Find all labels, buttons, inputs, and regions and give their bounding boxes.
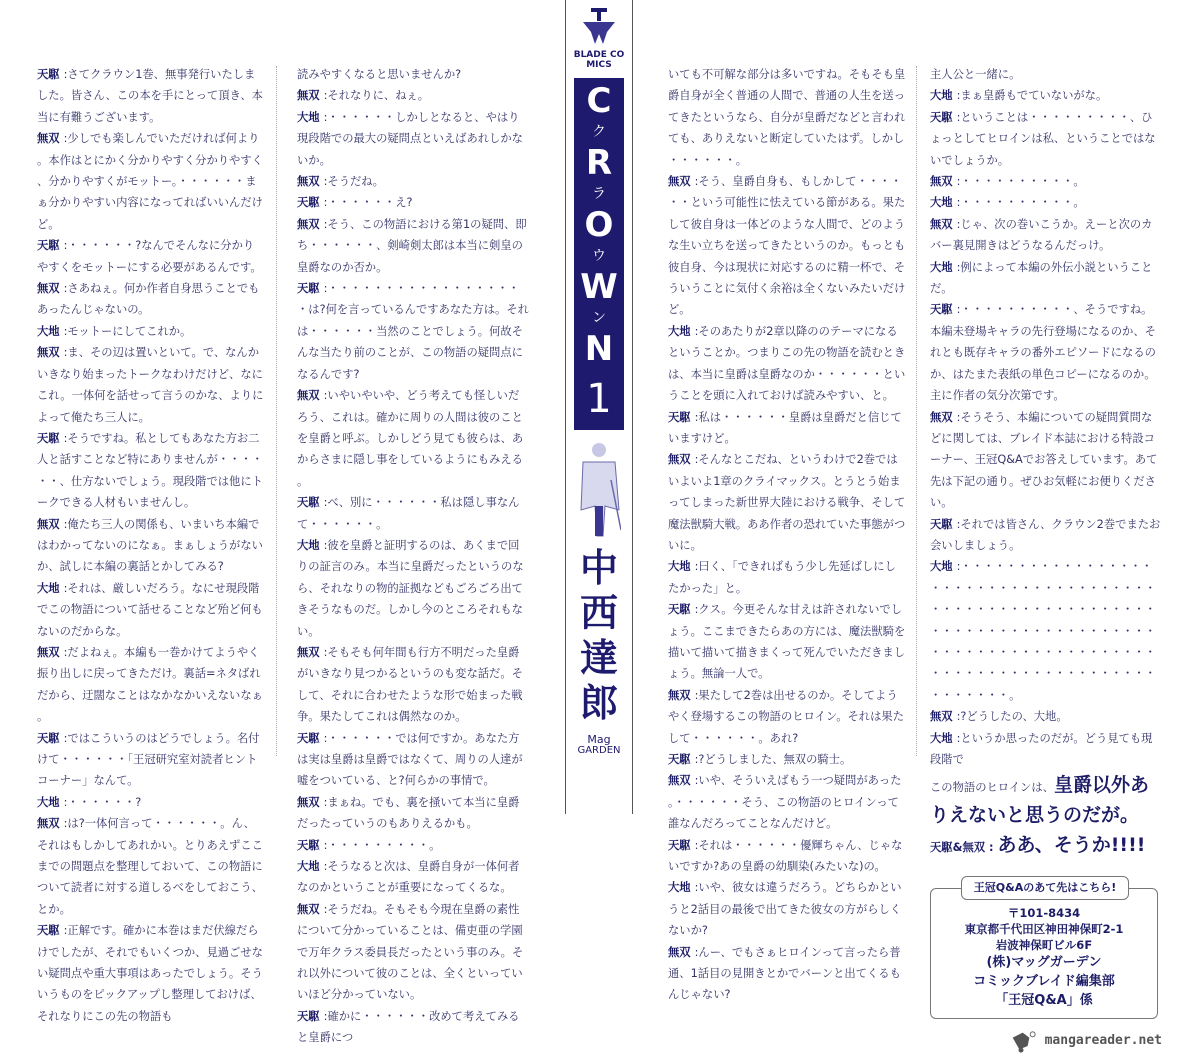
dialogue-line bbox=[668, 877, 906, 941]
dialogue-text: :・・・・・・では何ですか。あなた方は実は皇爵は皇爵ではなくて、周りの人達が嘘をついている、と?何らかの事情で。 bbox=[297, 731, 523, 788]
speaker-name: 無双 bbox=[297, 389, 320, 403]
speaker-name: 天駆 bbox=[37, 731, 60, 745]
dialogue-text: :・・・・・・・・・・・・・・・・・・・・・・・・・・・・・・・・・・・・・・・・・・・・・・・・・・・・・・・・・・・・・・・・・・・・・・・・・・・・・・・・・・・・・・・・・・・・・・・・・・・・・・・・・・・・・・・・・・・・・・・・・・・・。 bbox=[930, 560, 1156, 702]
dialogue-line bbox=[297, 107, 529, 171]
dialogue-text: :そうだね。 bbox=[323, 175, 384, 189]
speaker-name: 天駆 bbox=[930, 303, 953, 317]
speaker-name: 大地 bbox=[930, 260, 953, 274]
speaker-name: 天駆&無双 : bbox=[930, 841, 994, 855]
title-kana: ク bbox=[592, 124, 606, 140]
dialogue-line bbox=[930, 64, 1162, 85]
dialogue-line bbox=[297, 214, 529, 278]
title-kana: ウ bbox=[592, 248, 606, 264]
speaker-name: 無双 bbox=[297, 795, 320, 809]
dialogue-line bbox=[930, 107, 1162, 171]
dialogue-text: :というか思ったのだが。どう見ても現段階で bbox=[930, 731, 1153, 766]
dialogue-text: :だよねぇ。本編も一巻かけてようやく振り出しに戻ってきただけ。裏話=ネタばれだから、迂闊なことはなかなかいえないなぁ。 bbox=[37, 645, 263, 724]
dialogue-line bbox=[297, 492, 529, 535]
character-illustration bbox=[577, 440, 621, 540]
dialogue-line bbox=[37, 813, 265, 920]
dialogue-text: :・・・・・・・・・・、そうですね。本編未登場キャラの先行登場になるのか、それとも既存キャラの番外エピソードになるのか、はたまた表紙の単色コピーになるのか。主に作者の気分次第です。 bbox=[930, 303, 1156, 403]
dialogue-line bbox=[668, 64, 906, 171]
dialogue-text: :?どうしました、無双の騎士。 bbox=[694, 753, 852, 766]
dialogue-line bbox=[297, 856, 529, 899]
dialogue-text: :それでは皆さん、クラウン2巻でまたお会いしましょう。 bbox=[930, 517, 1161, 552]
title-letter: N bbox=[584, 329, 614, 369]
speaker-name: 大地 bbox=[930, 560, 953, 574]
speaker-name: 天駆 bbox=[297, 282, 320, 296]
speaker-name: 無双 bbox=[37, 517, 60, 531]
title-letter: C bbox=[586, 81, 612, 121]
speaker-name: 天駆 bbox=[37, 924, 60, 938]
speaker-name: 天駆 bbox=[668, 838, 691, 852]
speaker-name: 天駆 bbox=[37, 239, 60, 253]
postal-code: 〒101-8434 bbox=[1007, 906, 1081, 921]
speaker-name: 天駆 bbox=[668, 753, 691, 766]
dialogue-line bbox=[37, 235, 265, 278]
watermark-icon bbox=[1011, 1029, 1041, 1053]
dialogue-line bbox=[930, 556, 1162, 706]
speaker-name: 大地 bbox=[37, 795, 60, 809]
dialogue-line bbox=[37, 342, 265, 428]
dialogue-text: :少しでも楽しんでいただければ何より。本作はとにかく分かりやすく分かりやすく、分かりやすくがモットー。・・・・・・まぁ分かりやすい内容になってればいいんだけど。 bbox=[37, 132, 263, 231]
speaker-name: 無双 bbox=[37, 346, 60, 360]
speaker-name: 大地 bbox=[37, 324, 60, 338]
dialogue-text: :・・・・・・・・・・・・・・・・・・は?何を言っているんですあなた方は。それは・・・・・・当然のことでしょう。何故そんな当たり前のことが、この物語の疑問点になるんです? bbox=[297, 282, 529, 381]
address-line: 岩波神保町ビル6F bbox=[995, 938, 1093, 953]
dialogue-text: :果たして2巻は出せるのか。そしてようやく登場するこの物語のヒロイン。それは果たして・・・・・・。あれ? bbox=[668, 688, 904, 745]
dialogue-line bbox=[930, 514, 1162, 557]
author-name: 中西達郎 bbox=[579, 546, 618, 725]
speaker-name: 無双 bbox=[668, 945, 691, 959]
dialogue-line bbox=[668, 556, 906, 599]
talk-column-2 bbox=[297, 64, 529, 1049]
dialogue-line bbox=[37, 128, 265, 235]
dialogue-line bbox=[297, 792, 529, 835]
title-kana: ラ bbox=[592, 186, 606, 202]
speaker-name: 無双 bbox=[37, 817, 60, 831]
dialogue-text: :・・・・・・・・・・。 bbox=[956, 175, 1085, 189]
dialogue-line bbox=[930, 85, 1162, 106]
dialogue-text: :そんなとこだね、というわけで2巻ではいよいよ1章のクライマックス。とうとう始まってしまった新世界大陸における戦争、そして魔法獣騎大戦。ああ作者の恐れていた事態がついに。 bbox=[668, 453, 906, 552]
dialogue-text: :俺たち三人の関係も、いまいち本編ではわかってないのになぁ。まぁしょうがないか、試しに本編の裏話とかしてみる? bbox=[37, 517, 263, 574]
title-band bbox=[574, 78, 624, 430]
talk-column-1 bbox=[37, 64, 265, 1027]
speaker-name: 天駆 bbox=[668, 603, 691, 617]
address-box-title: 王冠Q&Aのあて先はこちら! bbox=[961, 876, 1129, 900]
speaker-name: 無双 bbox=[37, 282, 60, 296]
finale-reply-line bbox=[930, 830, 1162, 860]
dialogue-text: :そもそも何年間も行方不明だった皇爵がいきなり見つかるというのも変な話だ。そして、それに合わせたような形で始まった戦争。果たしてこれは偶然なのか。 bbox=[297, 645, 523, 724]
dialogue-line bbox=[297, 385, 529, 492]
dialogue-line bbox=[668, 599, 906, 685]
speaker-name: 天駆 bbox=[297, 496, 320, 510]
dialogue-text: :そうそう、本編についての疑問質問などに関しては、ブレイド本誌における特設コーナー、王冠Q&Aでお答えしています。あて先は下記の通り。ぜひお気軽にお便りください。 bbox=[930, 410, 1158, 510]
speaker-name: 無双 bbox=[297, 645, 320, 659]
dialogue-text: 主人公と一緒に。 bbox=[930, 68, 1021, 81]
dialogue-text: :?どうしたの、大地。 bbox=[956, 710, 1068, 724]
dialogue-text: :そうですね。私としてもあなた方お二人と話すことなど特にありませんが・・・・・・、仕方ないでしょう。現段階では他にトークできる人材もいませんし。 bbox=[37, 431, 263, 510]
dialogue-line bbox=[37, 920, 265, 1027]
attention: 「王冠Q&A」係 bbox=[995, 993, 1093, 1009]
dialogue-line bbox=[930, 299, 1162, 406]
speaker-name: 無双 bbox=[930, 217, 953, 231]
dialogue-text: :・・・・・・? bbox=[63, 795, 142, 809]
speaker-name: 天駆 bbox=[297, 196, 320, 210]
speaker-name: 無双 bbox=[668, 688, 691, 702]
dialogue-text: :まぁ皇爵もでていないがな。 bbox=[956, 89, 1108, 103]
speaker-name: 大地 bbox=[37, 581, 60, 595]
speaker-name: 大地 bbox=[930, 196, 953, 210]
dialogue-line bbox=[668, 171, 906, 321]
dialogue-text: :さてクラウン1巻、無事発行いたしました。皆さん、この本を手にとって頂き、本当に有難うございます。 bbox=[37, 68, 263, 124]
speaker-name: 無双 bbox=[297, 89, 320, 103]
blade-comics-logo: BLADE COMICS bbox=[572, 6, 626, 70]
dialogue-line bbox=[297, 192, 529, 213]
dialogue-text: :いや、そういえばもう一つ疑問があった。・・・・・・そう、この物語のヒロインって誰なんだろってことなんだけど。 bbox=[668, 774, 902, 831]
dialogue-line bbox=[930, 706, 1162, 727]
dialogue-line bbox=[297, 278, 529, 385]
dialogue-line bbox=[930, 257, 1162, 300]
dialogue-line bbox=[668, 770, 906, 834]
dialogue-line bbox=[930, 407, 1162, 514]
title-letter: W bbox=[580, 267, 618, 307]
dialogue-text: :モットーにしてこれか。 bbox=[63, 324, 192, 338]
dialogue-text: :クス。今更そんな甘えは許されないでしょう。ここまできたらあの方には、魔法獣騎を描いて描いて描きまくって死んでいただきましょう。無論一人で。 bbox=[668, 603, 906, 681]
column-divider bbox=[276, 66, 277, 756]
dialogue-line bbox=[297, 85, 529, 106]
dialogue-line bbox=[37, 578, 265, 642]
dialogue-line bbox=[297, 728, 529, 792]
title-letter: R bbox=[585, 143, 613, 183]
dialogue-text: :べ、別に・・・・・・私は隠し事なんて・・・・・・。 bbox=[297, 496, 520, 531]
crown-tower-icon bbox=[579, 6, 619, 46]
speaker-name: 天駆 bbox=[37, 68, 60, 81]
speaker-name: 無双 bbox=[37, 645, 60, 659]
speaker-name: 無双 bbox=[297, 175, 320, 189]
dialogue-line bbox=[297, 835, 529, 856]
speaker-name: 大地 bbox=[297, 860, 320, 874]
speaker-name: 無双 bbox=[930, 175, 953, 189]
speaker-name: 大地 bbox=[668, 324, 691, 338]
dialogue-text: :私は・・・・・・皇爵は皇爵だと信じていますけど。 bbox=[668, 410, 902, 445]
dialogue-line bbox=[930, 171, 1162, 192]
speaker-name: 無双 bbox=[297, 217, 320, 231]
dialogue-line bbox=[297, 535, 529, 642]
speaker-name: 天駆 bbox=[37, 431, 60, 445]
dialogue-text: :正解です。確かに本巻はまだ伏線だらけでしたが、それでもいくつか、見過ごせない疑問点や重大事項はあったでしょう。そういうものをピックアップし整理しておけば、それなりにこの先の物語も bbox=[37, 924, 263, 1023]
speaker-name: 無双 bbox=[668, 453, 691, 467]
title-kana: ン bbox=[592, 310, 606, 326]
dialogue-text: :曰く、「できればもう少し先延ばしにしたかった」と。 bbox=[668, 560, 896, 595]
dialogue-line bbox=[668, 835, 906, 878]
dialogue-line bbox=[37, 428, 265, 514]
speaker-name: 天駆 bbox=[297, 731, 320, 745]
speaker-name: 天駆 bbox=[668, 410, 691, 424]
dialogue-text: :は?一体何言って・・・・・・。ん、それはもしかしてあれかい。とりあえずここまでの問題点を整理しておいて、この物語について読者に対する道しるべをしておこう、とか。 bbox=[37, 817, 263, 916]
dialogue-line bbox=[668, 321, 906, 407]
address-box bbox=[930, 881, 1158, 1019]
dialogue-text: :それは、厳しいだろう。なにせ現段階でこの物語について話せることなど殆ど何もないのだからな。 bbox=[37, 581, 263, 638]
dialogue-text: :そうなると次は、皇爵自身が一体何者なのかということが重要になってくるな。 bbox=[297, 860, 520, 895]
dialogue-line bbox=[297, 642, 529, 728]
column-divider bbox=[916, 66, 917, 756]
speaker-name: 大地 bbox=[297, 110, 320, 124]
dialogue-line bbox=[37, 514, 265, 578]
speaker-name: 大地 bbox=[668, 560, 691, 574]
dialogue-text: :・・・・・・・・・。 bbox=[323, 838, 441, 852]
dialogue-text: :そう、皇爵自身も、もしかして・・・・・・という可能性に怯えている節がある。果たして彼自身は一体どのような人間で、どのような生い立ちを送ってきたというのか。もっとも彼自身、今は現状に対応するのに精一杯で、そういうことに気付く余裕は全くないみたいだけど。 bbox=[668, 175, 906, 317]
speaker-name: 無双 bbox=[37, 132, 60, 146]
speaker-name: 無双 bbox=[668, 175, 691, 189]
dialogue-text: :いやいやいや、どう考えても怪しいだろう、これは。確かに周りの人間は彼のことを皇爵と呼ぶ。しかしどう見ても彼らは、あからさまに隠し事をしているようにもみえる。 bbox=[297, 389, 524, 488]
dialogue-text: :確かに・・・・・・改めて考えてみると皇爵につ bbox=[297, 1009, 520, 1045]
dialogue-text: :それは・・・・・・優輝ちゃん、じゃないですか?あの皇爵の幼馴染(みたいな)の。 bbox=[668, 838, 903, 874]
dialogue-line bbox=[930, 192, 1162, 213]
dialogue-text: :ま、その辺は置いといて。で、なんかいきなり始まったトークなわけだけど、なにこれ。一体何を話せって言うのかな、よりによって俺たち三人に。 bbox=[37, 346, 264, 424]
dialogue-text: :いや、彼女は違うだろう。どちらかというと2話目の最後で出てきた彼女の方がらしくないか? bbox=[668, 881, 902, 938]
talk-column-4 bbox=[930, 64, 1162, 1053]
finale-line bbox=[930, 770, 1162, 830]
dialogue-line bbox=[297, 1006, 529, 1049]
dialogue-line bbox=[37, 64, 265, 128]
dialogue-text: :・・・・・・しかしとなると、やはり現段階での最大の疑問点といえばあれしかないか。 bbox=[297, 110, 523, 167]
title-letter: O bbox=[584, 205, 614, 245]
watermark: mangareader.net bbox=[1044, 1033, 1162, 1049]
speaker-name: 天駆 bbox=[930, 110, 953, 124]
company-name: (株)マッグガーデン bbox=[986, 955, 1102, 971]
finale-lead: この物語のヒロインは、 bbox=[930, 781, 1054, 795]
dialogue-line bbox=[668, 942, 906, 1006]
dialogue-line bbox=[668, 685, 906, 749]
dialogue-line bbox=[297, 899, 529, 1006]
dialogue-text: :・・・・・・・・・・。 bbox=[956, 196, 1085, 210]
dialogue-line bbox=[37, 728, 265, 792]
volume-number: 1 bbox=[586, 376, 612, 422]
speaker-name: 大地 bbox=[668, 881, 691, 895]
dialogue-text: :じゃ、次の巻いこうか。えーと次のカバー裏見開きはどうなるんだっけ。 bbox=[930, 217, 1153, 253]
dialogue-line bbox=[930, 214, 1162, 257]
dialogue-text: :まぁね。でも、裏を掻いて本当に皇爵だったっていうのもありえるかも。 bbox=[297, 795, 520, 831]
department: コミックブレイド編集部 bbox=[973, 974, 1115, 990]
speaker-name: 無双 bbox=[297, 902, 320, 916]
finale-reply: ああ、そうか!!!! bbox=[997, 834, 1146, 857]
dialogue-text: :さあねぇ。何か作者自身思うことでもあったんじゃないの。 bbox=[37, 282, 260, 317]
dialogue-line bbox=[297, 171, 529, 192]
dialogue-text: :んー、でもさぁヒロインって言ったら普通、1話目の見開きとかでバーンと出てくるもんじゃない? bbox=[668, 945, 901, 1002]
speaker-name: 大地 bbox=[930, 89, 953, 103]
speaker-name: 大地 bbox=[930, 731, 953, 745]
speaker-name: 無双 bbox=[668, 774, 691, 788]
dialogue-text: :そうだね。そもそも今現在皇爵の素性について分かっていることは、備吏亜の学園で万年クラス委員長だったという事のみ。それ以外について彼のことは、全くといっていいほど分かっていない。 bbox=[297, 902, 524, 1002]
dialogue-text: :例によって本編の外伝小説ということだ。 bbox=[930, 260, 1153, 296]
dialogue-line bbox=[37, 792, 265, 813]
dialogue-text: :それなりに、ねぇ。 bbox=[323, 89, 430, 103]
dialogue-text: いても不可解な部分は多いですね。そもそも皇爵自身が全く普通の人間で、普通の人生を送ってきたというなら、自分が皇爵だなどと言われても、ありえないと断定していたはず。しかし・・・・・・。 bbox=[668, 68, 906, 167]
dialogue-line bbox=[668, 749, 906, 770]
speaker-name: 天駆 bbox=[297, 1009, 320, 1023]
dialogue-line bbox=[37, 642, 265, 728]
dialogue-line bbox=[37, 278, 265, 321]
finale-emphasis: 皇爵以外ありえないと思うのだが。 bbox=[930, 774, 1149, 827]
dialogue-line bbox=[668, 449, 906, 556]
book-spine bbox=[565, 0, 633, 814]
dialogue-text: :彼を皇爵と証明するのは、あくまで回りの証言のみ。本当に皇爵だったというのなら、それなりの物的証拠などもごろごろ出てきそうなものだ。しかし今のところそれもない。 bbox=[297, 538, 524, 638]
talk-column-3 bbox=[668, 64, 906, 1006]
dialogue-text: :ということは・・・・・・・・・、ひょっとしてヒロインは私、ということではないでしょうか。 bbox=[930, 110, 1156, 167]
dialogue-text: :そう、この物語における第1の疑問、即ち・・・・・・、剣崎剣太郎は本当に剣皇の皇爵なのか否か。 bbox=[297, 217, 527, 274]
dialogue-line bbox=[668, 407, 906, 450]
speaker-name: 天駆 bbox=[297, 838, 320, 852]
dialogue-line bbox=[930, 728, 1162, 771]
speaker-name: 無双 bbox=[930, 410, 953, 424]
speaker-name: 天駆 bbox=[930, 517, 953, 531]
speaker-name: 無双 bbox=[930, 710, 953, 724]
publisher-logo: Mag GARDEN bbox=[577, 733, 621, 756]
dialogue-text: :・・・・・・え? bbox=[323, 196, 413, 210]
dialogue-text: :・・・・・・?なんでそんなに分かりやすくをモットーにする必要があるんです。 bbox=[37, 239, 262, 274]
dialogue-text: 読みやすくなると思いませんか? bbox=[297, 68, 462, 81]
dialogue-text: :ではこういうのはどうでしょう。名付けて・・・・・・「王冠研究室対読者ヒントコーナー」なんて。 bbox=[37, 731, 260, 788]
address-line: 東京都千代田区神田神保町2-1 bbox=[964, 922, 1124, 937]
dialogue-line bbox=[37, 321, 265, 342]
dialogue-line bbox=[297, 64, 529, 85]
speaker-name: 大地 bbox=[297, 538, 320, 552]
watermark-row bbox=[930, 1029, 1162, 1053]
dialogue-text: :そのあたりが2章以降ののテーマになるということか。つまりこの先の物語を読むときは、本当に皇爵は皇爵なのか・・・・・・ということを頭に入れておけば読みやすい、と。 bbox=[668, 324, 906, 403]
